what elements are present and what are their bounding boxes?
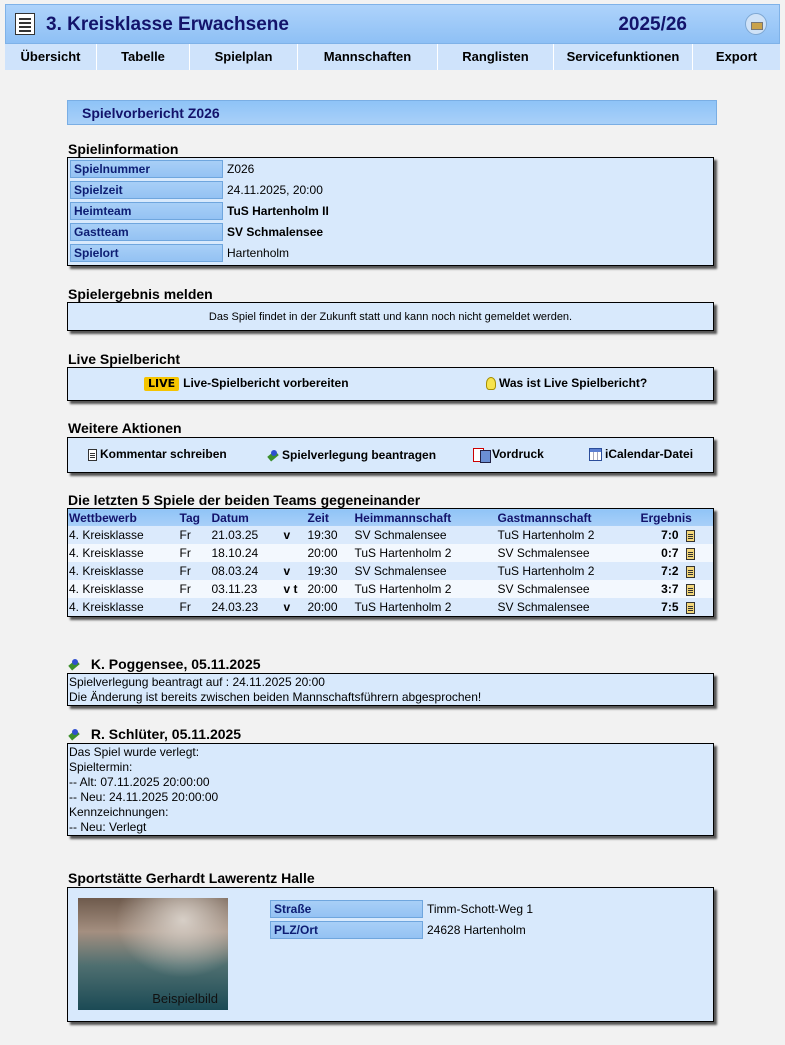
ergebnis-text: Das Spiel findet in der Zukunft statt und kann noch nicht gemeldet werden. [208,311,573,323]
ergebnis-heading: Spielergebnis melden [68,286,213,302]
info-value: Z026 [227,162,255,176]
live-badge-icon: LIVE [144,377,179,391]
nav-mannschaften[interactable]: Mannschaften [298,44,438,70]
ergebnis-box [67,302,714,331]
cell-heim: TuS Hartenholm 2 [354,580,497,598]
cell-datum: 21.03.25 [211,526,283,544]
report-icon[interactable] [686,566,695,578]
cell-tag: Fr [179,526,211,544]
col-wettbewerb: Wettbewerb [68,509,179,527]
spielinfo-heading: Spielinformation [68,141,179,157]
vordruck-label: Vordruck [492,447,544,461]
report-icon[interactable] [686,548,695,560]
page-title: Spielvorbericht Z026 [82,105,220,121]
note-author: K. Poggensee, 05.11.2025 [90,656,261,672]
cell-zeit: 20:00 [307,544,354,562]
venue-label: Straße [270,900,423,918]
aktionen-box [67,437,714,473]
season-label: 2025/26 [618,14,687,35]
venue-value: Timm-Schott-Weg 1 [427,902,534,916]
cell-zeit: 20:00 [307,598,354,617]
cell-zeit: 20:00 [307,580,354,598]
cell-wettbewerb: 4. Kreisklasse [68,598,179,617]
venue-photo [78,898,228,1010]
verlegung-label: Spielverlegung beantragen [282,448,437,462]
info-label: Heimteam [70,202,223,220]
spielinfo-box [67,157,714,266]
live-box [67,367,714,401]
calendar-icon [589,448,602,461]
note-text: Das Spiel wurde verlegt: Spieltermin: -- Alt: 07.11.2025 20:00:00 -- Neu: 24.11.2025 20:00:00 Kennzeichnungen: -- Neu: Verlegt [69,745,219,834]
cell-ergebnis: 7:0 [640,526,685,544]
note-box [67,743,714,836]
cell-flag: v [283,598,307,617]
table-icon[interactable] [15,13,35,35]
games-table [67,508,714,617]
note-box [67,673,714,706]
table-row [68,526,714,544]
cell-datum: 03.11.23 [211,580,283,598]
nav-servicefunktionen[interactable]: Servicefunktionen [554,44,693,70]
cell-zeit: 19:30 [307,562,354,580]
col-flag [283,509,307,527]
cell-heim: TuS Hartenholm 2 [354,598,497,617]
cell-gast: SV Schmalensee [497,580,640,598]
cell-report [685,598,714,617]
verlegung-link[interactable] [267,448,436,462]
venue-box [67,887,714,1022]
info-value[interactable]: TuS Hartenholm II [227,204,329,218]
cell-ergebnis: 7:2 [640,562,685,580]
cell-flag: v t [283,580,307,598]
cell-flag [283,544,307,562]
cell-heim: TuS Hartenholm 2 [354,544,497,562]
aktionen-heading: Weitere Aktionen [68,420,182,436]
cell-report [685,562,714,580]
note-text: Spielverlegung beantragt auf : 24.11.2025 20:00 Die Änderung ist bereits zwischen beiden Mannschaftsführern abgesprochen! [69,675,482,704]
cell-heim: SV Schmalensee [354,526,497,544]
cell-tag: Fr [179,598,211,617]
cell-gast: SV Schmalensee [497,598,640,617]
col-ergebnis: Ergebnis [640,509,714,527]
live-prepare-label: Live-Spielbericht vorbereiten [183,376,349,390]
kommentar-link[interactable] [88,447,227,461]
info-label: Spielzeit [70,181,223,199]
move-game-icon [68,729,80,741]
cell-ergebnis: 7:5 [640,598,685,617]
col-datum: Datum [211,509,283,527]
cell-tag: Fr [179,580,211,598]
report-icon[interactable] [686,584,695,596]
table-row [68,562,714,580]
photo-caption: Beispielbild [152,991,218,1006]
note-author: R. Schlüter, 05.11.2025 [90,726,242,742]
cell-gast: TuS Hartenholm 2 [497,526,640,544]
main-nav [5,44,780,70]
cell-tag: Fr [179,562,211,580]
move-game-icon [68,659,80,671]
cell-flag: v [283,526,307,544]
lightbulb-icon [486,377,496,390]
cell-gast: SV Schmalensee [497,544,640,562]
col-gast: Gastmannschaft [497,509,640,527]
cell-report [685,526,714,544]
info-value[interactable]: SV Schmalensee [227,225,324,239]
pdf-print-icon [473,448,489,462]
document-icon [88,449,97,461]
nav-export[interactable]: Export [715,49,758,64]
note-title [68,726,241,742]
live-info-label: Was ist Live Spielbericht? [499,376,648,390]
nav-ranglisten[interactable]: Ranglisten [438,44,554,70]
venue-heading: Sportstätte Gerhardt Lawerentz Halle [68,870,315,886]
cell-wettbewerb: 4. Kreisklasse [68,544,179,562]
venue-label: PLZ/Ort [270,921,423,939]
cell-datum: 24.03.23 [211,598,283,617]
games-header-row [68,509,714,527]
cell-gast: TuS Hartenholm 2 [497,562,640,580]
cell-heim: SV Schmalensee [354,562,497,580]
info-value: Hartenholm [227,246,290,260]
cell-wettbewerb: 4. Kreisklasse [68,580,179,598]
live-prepare-link[interactable] [144,376,349,391]
cell-tag: Fr [179,544,211,562]
venue-value: 24628 Hartenholm [427,923,526,937]
table-row [68,544,714,562]
nav-uebersicht[interactable]: Übersicht [5,44,97,70]
table-row [68,580,714,598]
vordruck-link[interactable] [473,447,544,462]
cell-datum: 08.03.24 [211,562,283,580]
col-zeit: Zeit [307,509,354,527]
ical-link[interactable] [589,447,693,461]
report-icon[interactable] [686,530,695,542]
note-title [68,656,261,672]
cell-zeit: 19:30 [307,526,354,544]
cell-ergebnis: 3:7 [640,580,685,598]
cell-datum: 18.10.24 [211,544,283,562]
title-bar [5,4,780,44]
info-value: 24.11.2025, 20:00 [227,183,323,197]
info-label: Spielnummer [70,160,223,178]
move-game-icon [267,450,279,462]
col-heim: Heimmannschaft [354,509,497,527]
live-heading: Live Spielbericht [68,351,181,367]
nav-spielplan[interactable]: Spielplan [190,44,298,70]
ical-label: iCalendar-Datei [605,447,694,461]
league-title: 3. Kreisklasse Erwachsene [46,14,289,35]
cell-wettbewerb: 4. Kreisklasse [68,526,179,544]
print-icon[interactable] [745,13,767,35]
nav-tabelle[interactable]: Tabelle [97,44,190,70]
col-tag: Tag [179,509,211,527]
kommentar-label: Kommentar schreiben [100,447,227,461]
cell-report [685,580,714,598]
info-label: Gastteam [70,223,223,241]
table-row [68,598,714,617]
live-info-link[interactable] [486,376,647,390]
cell-ergebnis: 0:7 [640,544,685,562]
cell-wettbewerb: 4. Kreisklasse [68,562,179,580]
page-title-bar [67,100,717,125]
info-label: Spielort [70,244,223,262]
cell-report [685,544,714,562]
cell-flag: v [283,562,307,580]
report-icon[interactable] [686,602,695,614]
games-heading: Die letzten 5 Spiele der beiden Teams gegeneinander [68,492,421,508]
